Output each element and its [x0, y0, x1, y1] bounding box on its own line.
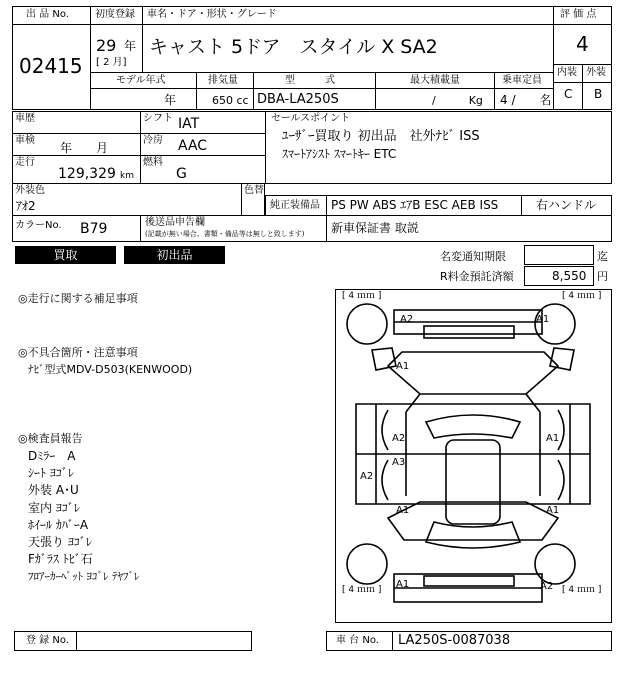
exterior-color-value: ｱｵ2 [16, 199, 36, 213]
defects-line1: ﾅﾋﾞ型式MDV-D503(KENWOOD) [28, 363, 193, 376]
chassis-no-label: 車 台 No. [336, 635, 379, 646]
recycle-value: 8,550 [552, 269, 587, 283]
exterior-label: 外装 [586, 67, 606, 78]
tire-depth-front-right: [ 4 ｍｍ ] [562, 291, 602, 301]
first-reg-label: 初度登録 [95, 9, 135, 20]
interior-grade: C [564, 87, 573, 101]
inspection-value: 年 月 [60, 141, 109, 155]
title-change-field [524, 245, 594, 265]
registration-no-label: 登 録 No. [26, 635, 69, 646]
score-label: 評 価 点 [560, 9, 597, 20]
report-line: 室内 ﾖｺﾞﾚ [28, 500, 80, 515]
report-line: ｼｰﾄ ﾖｺﾞﾚ [28, 466, 74, 481]
shift-value: IAT [178, 116, 200, 132]
first-listing-tag: 初出品 [124, 246, 225, 264]
report-line: 天張り ﾖｺﾞﾚ [28, 535, 92, 550]
color-no-label: カラーNo. [15, 220, 62, 231]
damage-mark: A2 [392, 433, 406, 444]
tire-rear-left [347, 544, 387, 584]
handle-value: 右ハンドル [536, 198, 597, 212]
lot-label: 出 品 No. [26, 9, 69, 20]
tire-depth-rear-left: [ 4 ｍｍ ] [342, 585, 382, 595]
model-year-label: モデル年式 [116, 75, 166, 86]
model-year-unit: 年 [164, 93, 177, 107]
displacement-label: 排気量 [208, 75, 238, 86]
damage-mark: A1 [546, 433, 560, 444]
damage-mark: A1 [396, 579, 410, 590]
docs-value: 新車保証書 取説 [331, 221, 419, 235]
interior-label: 内装 [557, 67, 577, 78]
damage-mark: A2 [400, 314, 414, 325]
title-change-label: 名変通知期限 [440, 250, 506, 263]
sales-point-label: セールスポイント [271, 113, 351, 124]
car-name-label: 車名・ドア・形状・グレード [147, 9, 277, 20]
max-load-label: 最大積載量 [410, 75, 460, 86]
damage-mark: A1 [396, 505, 410, 516]
color-no-value: B79 [80, 221, 108, 237]
damage-mark: A1 [536, 314, 550, 325]
report-line: ﾎｲｰﾙ ｶﾊﾞｰA [28, 517, 89, 532]
defects-title: ◎不具合箇所・注意事項 [18, 346, 138, 359]
ac-value: AAC [178, 138, 208, 154]
exterior-grade: B [594, 87, 603, 101]
shift-label: シフト [143, 113, 173, 124]
equipment-label: 純正装備品 [270, 200, 320, 211]
capacity-label: 乗車定員 [502, 75, 542, 86]
damage-diagram [335, 289, 612, 623]
exterior-color-label: 外装色 [15, 185, 45, 196]
tire-rear-right [535, 544, 575, 584]
displacement: 650 cc [212, 94, 249, 107]
tire-depth-front-left: [ 4 ｍｍ ] [342, 291, 382, 301]
recycle-label: R料金預託済額 [440, 270, 514, 283]
docs-label: 後送品申告欄 [145, 217, 205, 228]
report-line: ﾌﾛｱｰｶｰﾍﾟｯﾄ ﾖｺﾞﾚ ﾃﾔﾌﾞﾚ [28, 570, 140, 584]
color-box [12, 183, 265, 216]
repaint-label: 色替 [244, 185, 264, 196]
inspector-report-list [28, 448, 140, 586]
inspection-label: 車検 [15, 135, 35, 146]
history-label: 車歴 [15, 113, 35, 124]
damage-mark: A3 [392, 457, 406, 468]
mileage-unit: km [120, 171, 134, 181]
ac-label: 冷房 [143, 135, 163, 146]
mileage-value: 129,329 [58, 166, 116, 182]
first-reg-year: 29 [96, 36, 117, 55]
mileage-label: 走行 [15, 157, 35, 168]
first-reg-month: [ 2 月] [96, 57, 127, 68]
report-line: Dﾐﾗｰ A [28, 449, 76, 463]
lot-number: 02415 [19, 54, 83, 78]
equipment-value: PS PW ABS ｴｱB ESC AEB ISS [331, 198, 499, 212]
report-line: Fｶﾞﾗｽ ﾄﾋﾞ石 [28, 552, 93, 567]
sales-point-line1: ﾕｰｻﾞｰ買取り 初出品 社外ﾅﾋﾞ ISS [282, 129, 480, 144]
score-value: 4 [576, 32, 589, 56]
damage-mark: A2 [540, 581, 554, 592]
damage-mark: A1 [396, 361, 410, 372]
capacity: 4 / 名 [500, 93, 552, 107]
inspector-title: ◎検査員報告 [18, 432, 83, 445]
model-code: DBA-LA250S [257, 92, 339, 107]
damage-mark: A1 [546, 505, 560, 516]
driving-notes-title: ◎走行に関する補足事項 [18, 292, 138, 305]
year-unit: 年 [124, 39, 137, 53]
fuel-value: G [176, 166, 187, 182]
damage-mark: A2 [360, 471, 374, 482]
sales-point-line2: ｽﾏｰﾄｱｼｽﾄ ｽﾏｰﾄｷｰ ETC [282, 147, 397, 161]
tire-front-left [347, 304, 387, 344]
model-label: 型 式 [285, 75, 335, 86]
car-outline-diagram [336, 290, 611, 622]
fuel-label: 燃料 [143, 157, 163, 168]
recycle-unit: 円 [597, 270, 608, 283]
max-load: / Kg [432, 94, 483, 107]
tire-depth-rear-right: [ 4 ｍｍ ] [562, 585, 602, 595]
purchase-tag: 買取 [15, 246, 116, 264]
docs-note: (記載が無い場合、書類・備品等は無しと致します) [145, 230, 305, 238]
title-change-unit: 迄 [597, 250, 608, 263]
car-name: キャスト 5ドア スタイル X SA2 [149, 36, 438, 58]
chassis-no-value: LA250S-0087038 [398, 633, 511, 648]
report-line: 外装 A･U [28, 483, 79, 498]
